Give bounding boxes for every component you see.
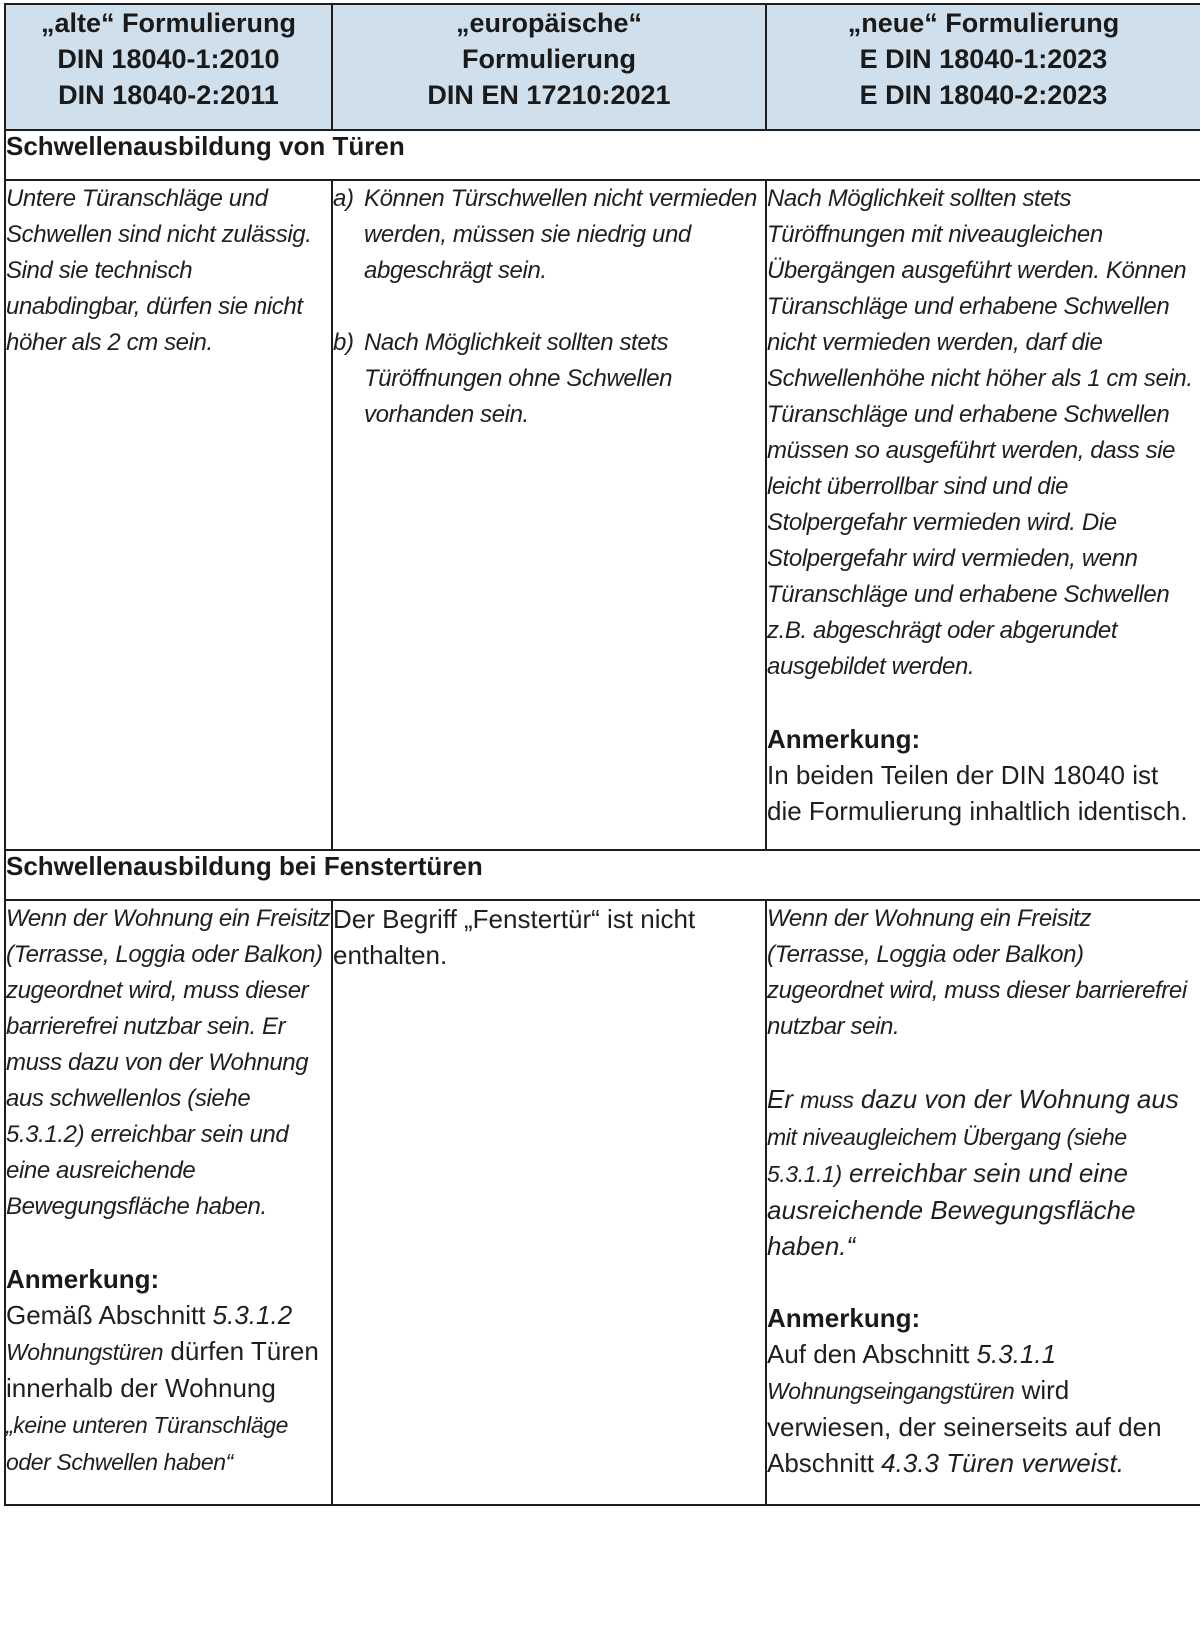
text-part: niveaugleichem Übergang (siehe 5.3.1.1) — [767, 1124, 1127, 1187]
list-marker: b) — [333, 329, 354, 356]
text-part: Er — [767, 1084, 801, 1114]
note-quote: „keine unteren Türanschläge oder Schwellen haben“ — [6, 1412, 288, 1475]
note-text-part: wird verwiesen, der seinerseits auf den Abschnitt — [767, 1375, 1162, 1478]
header-line: E DIN 18040-1:2023 — [859, 44, 1108, 74]
section-title-row — [5, 850, 1200, 900]
header-row — [5, 4, 1200, 130]
section-title: Schwellenausbildung von Türen — [5, 130, 1200, 180]
header-line: E DIN 18040-2:2023 — [859, 80, 1108, 110]
european-formulation-cell — [332, 180, 766, 850]
section-title-row — [5, 130, 1200, 180]
new-formulation-text-2 — [767, 1081, 1200, 1264]
comparison-table — [4, 3, 1200, 1506]
note-heading: Anmerkung: — [767, 1303, 921, 1333]
header-line: Formulierung — [462, 44, 636, 74]
note-text — [767, 1336, 1200, 1481]
note-text — [6, 1297, 331, 1480]
note-text-part: Gemäß Abschnitt — [6, 1300, 213, 1330]
header-old-formulation — [5, 4, 332, 130]
note-text-part: dürfen Türen innerhalb der Wohnung — [6, 1336, 319, 1403]
old-formulation-cell — [5, 900, 332, 1505]
text-part: muss — [800, 1087, 854, 1113]
section-content-row — [5, 180, 1200, 850]
new-formulation-text: Nach Möglichkeit sollten stets Türöffnungen mit niveaugleichen Übergängen ausgeführt werden. Können Türanschläge und erhabene Schwellen nicht vermieden werden, darf die Schwellenhöhe nicht höher als 1 cm sein. Türanschläge und erhabene Schwellen müssen so ausgeführt werden, dass sie leicht überrollbar sind und die Stolpergefahr vermieden wird. Die Stolpergefahr wird vermieden, wenn Türanschläge und erhabene Schwellen z.B. abgeschrägt oder abgerundet ausgebildet werden. — [767, 185, 1193, 680]
text-part: mit — [767, 1124, 797, 1150]
note-section-ref: 5.3.1.2 — [212, 1300, 293, 1330]
section-content-row — [5, 900, 1200, 1505]
new-formulation-text: Wenn der Wohnung ein Freisitz (Terrasse, Loggia oder Balkon) zugeordnet wird, muss dieser barrierefrei nutzbar sein. — [767, 905, 1187, 1040]
header-line: „alte“ Formulierung — [40, 8, 297, 38]
new-formulation-cell — [766, 180, 1200, 850]
header-line: „europäische“ — [455, 8, 643, 38]
list-item — [333, 325, 765, 433]
note-section-ref: 5.3.1.1 — [976, 1339, 1057, 1369]
old-formulation-text: Wenn der Wohnung ein Freisitz (Terrasse, Loggia oder Balkon) zugeordnet wird, muss dieser barrierefrei nutzbar sein. Er muss dazu von der Wohnung aus schwellenlos (siehe 5.3.1.2) erreichbar sein und eine ausreichende Bewegungsfläche haben. — [6, 905, 331, 1220]
european-formulation-text: Der Begriff „Fenstertür“ ist nicht enthalten. — [333, 904, 696, 970]
note-section-ref: 4.3.3 Türen verweist. — [881, 1448, 1124, 1478]
note-text: In beiden Teilen der DIN 18040 ist die Formulierung inhaltlich identisch. — [767, 760, 1188, 826]
note-section-name: Wohnungseingangstüren — [767, 1378, 1015, 1404]
list-item — [333, 181, 765, 289]
note-heading: Anmerkung: — [6, 1264, 160, 1294]
header-european-formulation — [332, 4, 766, 130]
list-item-text: Können Türschwellen nicht vermieden werden, müssen sie niedrig und abgeschrägt sein. — [364, 185, 757, 284]
note-heading: Anmerkung: — [767, 724, 921, 754]
note-section-name: Wohnungstüren — [6, 1339, 164, 1365]
header-line: „neue“ Formulierung — [847, 8, 1120, 38]
header-line: DIN EN 17210:2021 — [427, 80, 671, 110]
header-line: DIN 18040-2:2011 — [58, 80, 279, 110]
note-text-part: Auf den Abschnitt — [767, 1339, 977, 1369]
new-formulation-cell — [766, 900, 1200, 1505]
text-part: dazu von der Wohnung aus — [853, 1084, 1179, 1114]
header-new-formulation — [766, 4, 1200, 130]
old-formulation-text: Untere Türanschläge und Schwellen sind nicht zulässig. Sind sie technisch unabdingbar, dürfen sie nicht höher als 2 cm sein. — [6, 185, 312, 356]
text-part: erreichbar sein und eine ausreichende Bewegungsfläche haben.“ — [767, 1158, 1136, 1261]
list-item-text: Nach Möglichkeit sollten stets Türöffnungen ohne Schwellen vorhanden sein. — [364, 329, 673, 428]
list-marker: a) — [333, 185, 354, 212]
section-title: Schwellenausbildung bei Fenstertüren — [5, 850, 1200, 900]
european-formulation-cell — [332, 900, 766, 1505]
header-line: DIN 18040-1:2010 — [57, 44, 280, 74]
old-formulation-cell — [5, 180, 332, 850]
